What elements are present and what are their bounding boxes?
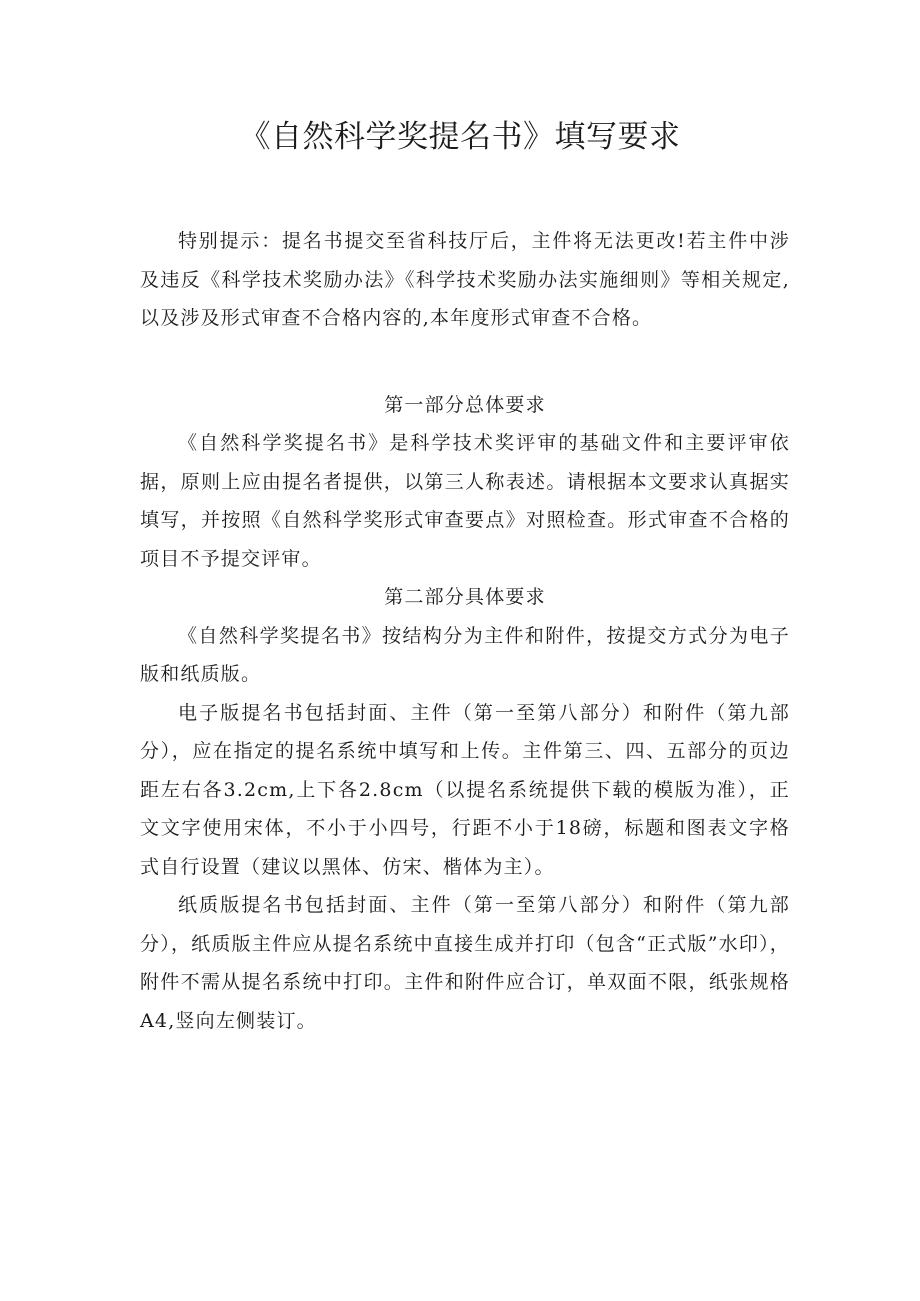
document-title: 《自然科学奖提名书》填写要求 [239,119,681,155]
part2-paragraph-structure: 《自然科学奖提名书》按结构分为主件和附件，按提交方式分为电子版和纸质版。 [140,624,790,685]
part1-paragraph: 《自然科学奖提名书》是科学技术奖评审的基础文件和主要评审依据，原则上应由提名者提供，以第三人称表述。请根据本文要求认真据实填写，并按照《自然科学奖形式审查要点》对照检查。形式审查不合格的项目不予提交评审。 [140,432,790,570]
document-body [140,222,790,1040]
special-notice: 特别提示：提名书提交至省科技厅后，主件将无法更改!若主件中涉及违反《科学技术奖励办法》《科学技术奖励办法实施细则》等相关规定,以及涉及形式审查不合格内容的,本年度形式审查不合格。 [140,230,790,329]
section-spacer [140,338,790,386]
part2-paragraph-paper: 纸质版提名书包括封面、主件（第一至第八部分）和附件（第九部分），纸质版主件应从提名系统中直接生成并打印（包含“正式版”水印），附件不需从提名系统中打印。主件和附件应合订，单双面不限，纸张规格A4,竖向左侧装订。 [140,894,790,1032]
part2-heading: 第二部分具体要求 [384,586,546,608]
part1-heading: 第一部分总体要求 [384,393,546,416]
part2-paragraph-electronic: 电子版提名书包括封面、主件（第一至第八部分）和附件（第九部分），应在指定的提名系统中填写和上传。主件第三、四、五部分的页边距左右各3.2cm,上下各2.8cm（以提名系统提供下载的模版为准），正文文字使用宋体，不小于小四号，行距不小于18磅，标题和图表文字格式自行设置（建议以黑体、仿宋、楷体为主）。 [140,701,790,878]
